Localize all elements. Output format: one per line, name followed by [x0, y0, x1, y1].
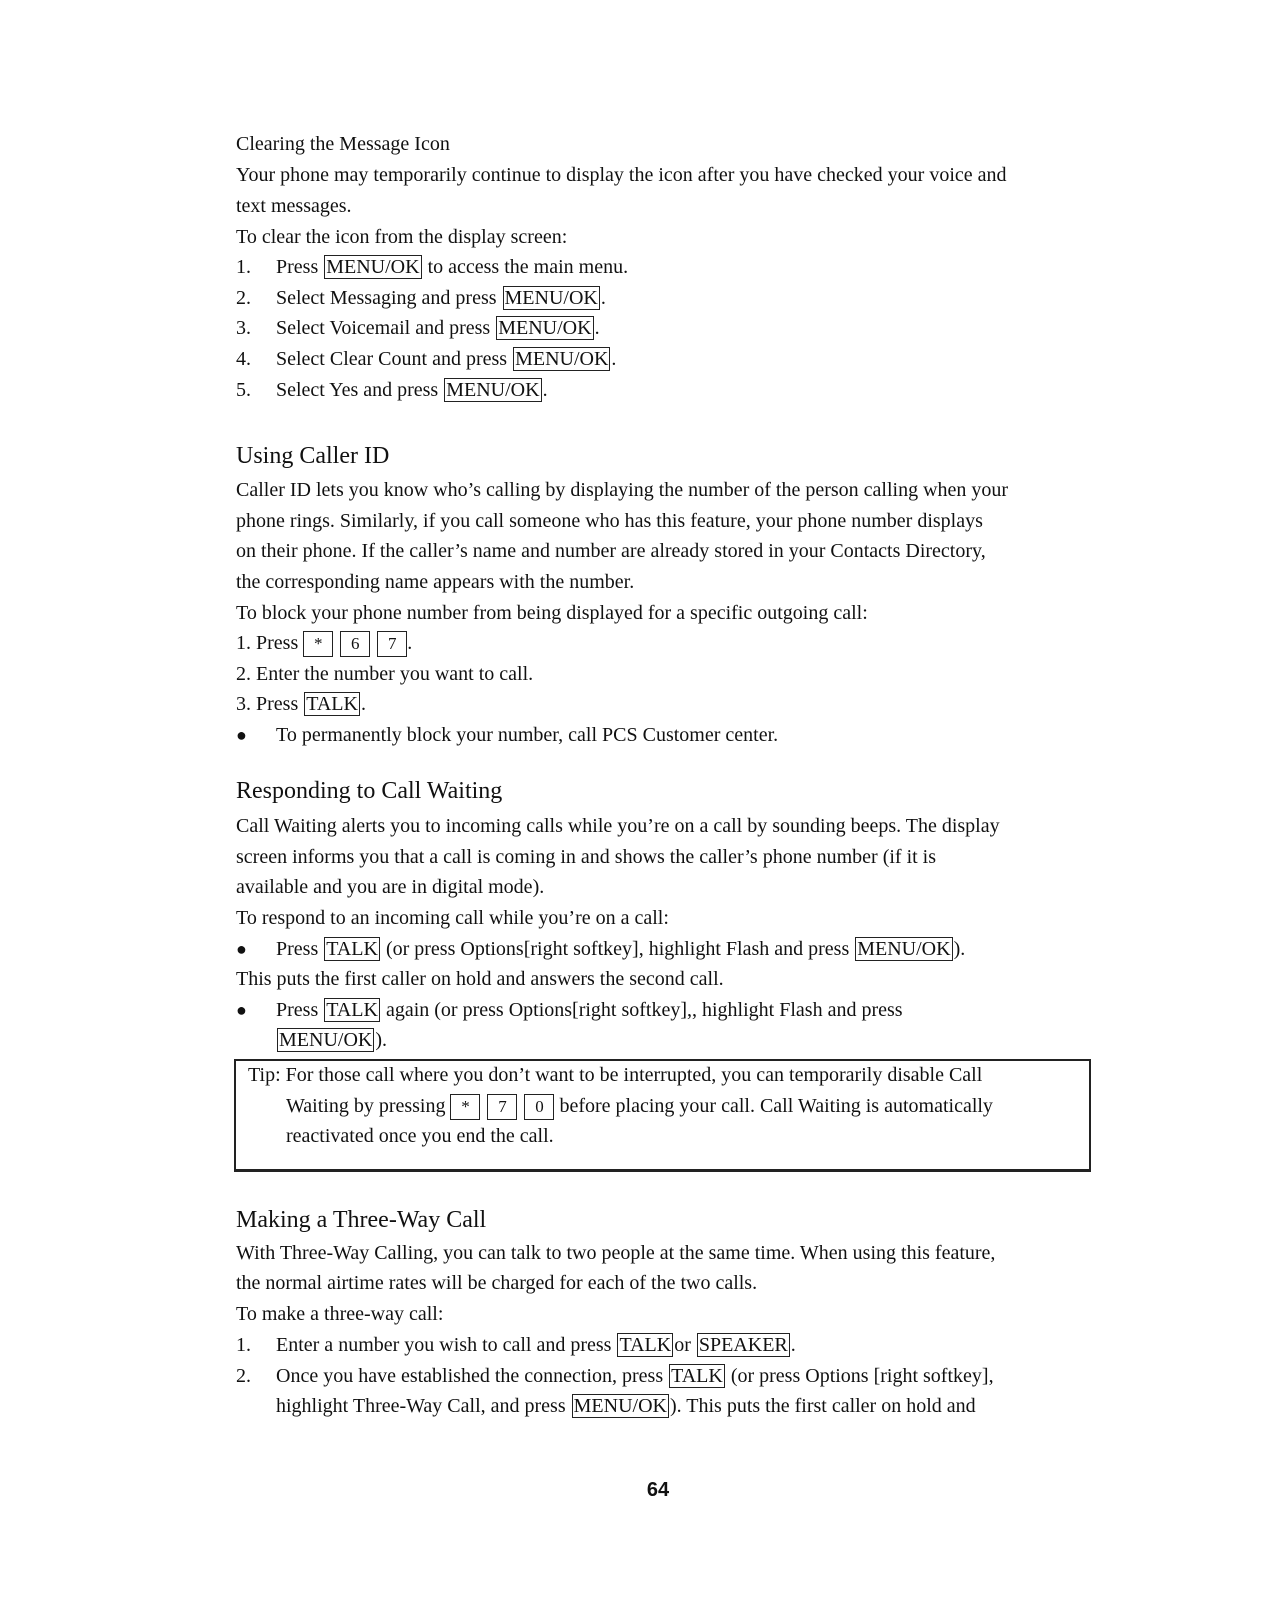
step-number: 4. — [236, 348, 251, 370]
bullet-text: (or press Options[right softkey], highlight Flash and press — [380, 938, 855, 960]
paragraph-line: text messages. — [236, 195, 352, 217]
talk-key: TALK — [326, 938, 378, 960]
menu-ok-key: MENU/OK — [573, 1395, 667, 1417]
bullet-text: Press — [276, 999, 324, 1021]
paragraph-line: screen informs you that a call is coming in and shows the caller’s phone number (if it is — [236, 846, 937, 868]
section-heading-three-way: Making a Three-Way Call — [236, 1207, 487, 1233]
menu-ok-key: MENU/OK — [279, 1029, 373, 1051]
step-text: Enter a number you wish to call and press — [276, 1334, 617, 1356]
star-key: * — [450, 1094, 480, 1120]
menu-ok-key: MENU/OK — [326, 256, 420, 278]
bullet-icon: ● — [236, 725, 247, 745]
section-heading-clearing: Clearing the Message Icon — [236, 133, 450, 155]
step-item — [236, 346, 616, 372]
paragraph-line: This puts the first caller on hold and answers the second call. — [236, 968, 724, 990]
star-key: * — [303, 631, 333, 657]
paragraph-line: With Three-Way Calling, you can talk to two people at the same time. When using this feature, — [236, 1242, 996, 1264]
step-text: or — [674, 1334, 696, 1356]
step-item: 2. Enter the number you want to call. — [236, 663, 534, 685]
paragraph-line: on their phone. If the caller’s name and number are already stored in your Contacts Directory, — [236, 540, 986, 562]
step-number: 2. — [236, 287, 251, 309]
bullet-icon: ● — [236, 939, 247, 959]
step-text: . — [600, 287, 606, 309]
page-number: 64 — [646, 1479, 670, 1501]
tip-line: reactivated once you end the call. — [286, 1125, 554, 1147]
step-number: 2. — [236, 1365, 251, 1387]
step-text: 3. Press — [236, 693, 304, 715]
step-text: Press — [276, 256, 324, 278]
talk-key: TALK — [306, 693, 358, 715]
step-item — [236, 1363, 994, 1389]
step-text: Once you have established the connection, press — [276, 1365, 669, 1387]
step-item — [236, 254, 628, 280]
step-item — [236, 1332, 796, 1358]
step-text: . — [360, 693, 366, 715]
tip-line: Tip: For those call where you don’t want to be interrupted, you can temporarily disable Call — [248, 1064, 983, 1086]
step-text: . — [594, 317, 600, 339]
step-text: Select Voicemail and press — [276, 317, 496, 339]
step-text: . — [407, 632, 413, 654]
menu-ok-key: MENU/OK — [498, 317, 592, 339]
seven-key: 7 — [377, 631, 407, 657]
instruction-intro: To respond to an incoming call while you’re on a call: — [236, 907, 669, 929]
paragraph-line: the corresponding name appears with the number. — [236, 571, 635, 593]
instruction-intro: To make a three-way call: — [236, 1303, 444, 1325]
step-text: Select Messaging and press — [276, 287, 502, 309]
step-text: (or press Options [right softkey], — [725, 1365, 994, 1387]
step-text: Select Yes and press — [276, 379, 444, 401]
bullet-text: Press — [276, 938, 324, 960]
step-text: ). This puts the first caller on hold and — [669, 1395, 976, 1417]
bullet-text: again (or press Options[right softkey],, highlight Flash and press — [380, 999, 903, 1021]
step-item — [236, 315, 600, 341]
instruction-intro: To block your phone number from being displayed for a specific outgoing call: — [236, 602, 868, 624]
talk-key: TALK — [326, 999, 378, 1021]
step-number: 1. — [236, 1334, 251, 1356]
paragraph-line: available and you are in digital mode). — [236, 876, 545, 898]
instruction-intro: To clear the icon from the display screen: — [236, 226, 568, 248]
bullet-item — [236, 997, 903, 1023]
tip-text: Waiting by pressing — [286, 1095, 451, 1117]
paragraph-line: Caller ID lets you know who’s calling by displaying the number of the person calling when your — [236, 479, 1009, 501]
bullet-item — [236, 936, 965, 962]
menu-ok-key: MENU/OK — [857, 938, 951, 960]
menu-ok-key: MENU/OK — [504, 287, 598, 309]
bullet-text: To permanently block your number, call PCS Customer center. — [276, 724, 779, 746]
menu-ok-key: MENU/OK — [515, 348, 609, 370]
paragraph-line: phone rings. Similarly, if you call someone who has this feature, your phone number displays — [236, 510, 983, 532]
bullet-icon: ● — [236, 1000, 247, 1020]
step-text: 1. Press — [236, 632, 304, 654]
step-item — [236, 285, 606, 311]
section-heading-caller-id: Using Caller ID — [236, 443, 390, 469]
paragraph-line: Your phone may temporarily continue to display the icon after you have checked your voice and — [236, 164, 1007, 186]
step-text: . — [542, 379, 548, 401]
step-number: 5. — [236, 379, 251, 401]
step-text: Select Clear Count and press — [276, 348, 513, 370]
talk-key: TALK — [671, 1365, 723, 1387]
step-text: . — [790, 1334, 796, 1356]
paragraph-line: Call Waiting alerts you to incoming calls while you’re on a call by sounding beeps. The display — [236, 815, 1000, 837]
step-item — [236, 691, 366, 717]
step-text: highlight Three-Way Call, and press — [276, 1395, 571, 1417]
step-continuation — [276, 1393, 976, 1419]
step-text: . — [611, 348, 617, 370]
tip-text: before placing your call. Call Waiting is automatically — [554, 1095, 993, 1117]
bullet-text: ). — [375, 1029, 388, 1051]
six-key: 6 — [340, 631, 370, 657]
section-heading-call-waiting: Responding to Call Waiting — [236, 778, 503, 804]
tip-line — [286, 1093, 993, 1120]
step-text: to access the main menu. — [422, 256, 629, 278]
step-item — [236, 377, 548, 403]
step-number: 3. — [236, 317, 251, 339]
step-item — [236, 630, 412, 657]
bullet-item — [236, 722, 778, 748]
speaker-key: SPEAKER — [698, 1334, 788, 1356]
step-number: 1. — [236, 256, 251, 278]
zero-key: 0 — [524, 1094, 554, 1120]
talk-key: TALK — [619, 1334, 672, 1356]
bullet-text: ). — [953, 938, 966, 960]
seven-key: 7 — [487, 1094, 517, 1120]
tip-box — [234, 1059, 1091, 1172]
bullet-continuation — [276, 1027, 387, 1053]
paragraph-line: the normal airtime rates will be charged for each of the two calls. — [236, 1272, 758, 1294]
menu-ok-key: MENU/OK — [446, 379, 540, 401]
